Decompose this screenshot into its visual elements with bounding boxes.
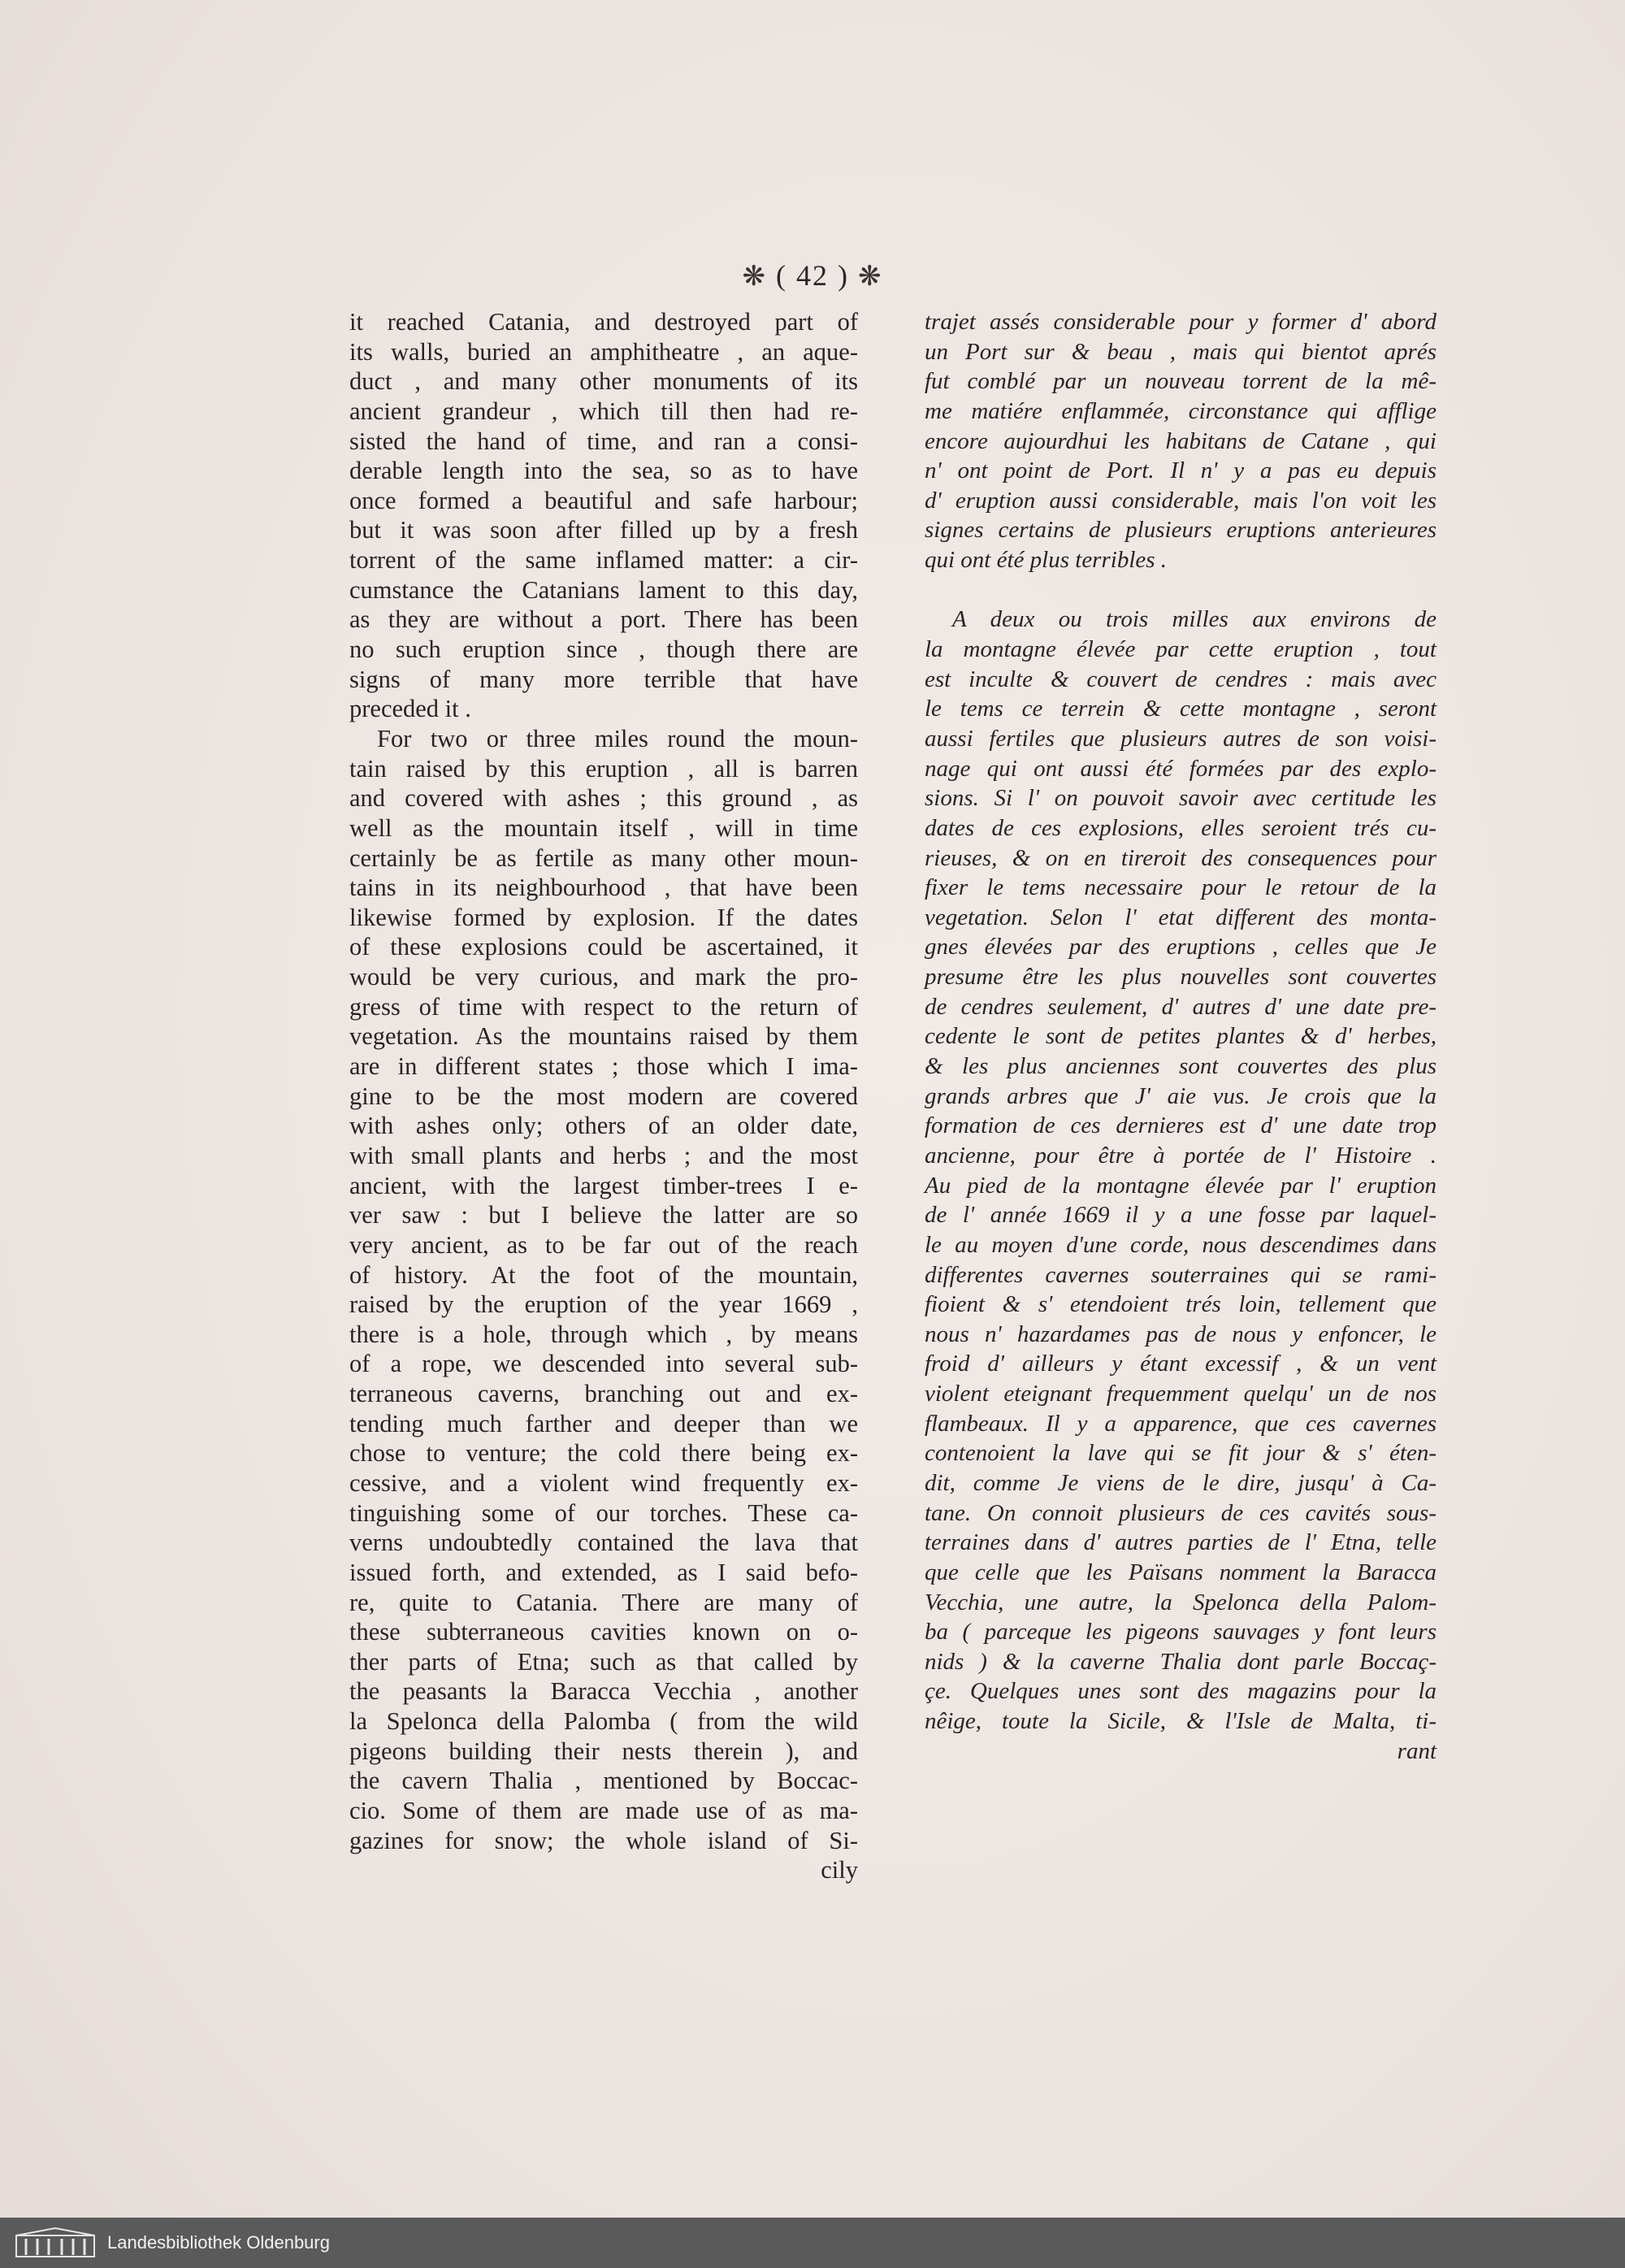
text-line: rant — [1397, 1737, 1436, 1764]
text-line: dates de ces explosions, elles seroient trés cu- — [925, 814, 1436, 841]
text-line: la Spelonca della Palomba ( from the wild — [349, 1707, 858, 1736]
text-line: nêige, toute la Sicile, & l'Isle de Malta, ti- — [925, 1708, 1436, 1735]
text-line: torrent of the same inflamed matter: a cir- — [349, 546, 858, 575]
text-line: la montagne élevée par cette eruption , tout — [925, 636, 1436, 663]
text-line: trajet assés considerable pour y former d' abord — [925, 309, 1436, 335]
text-line: re, quite to Catania. There are many of — [349, 1588, 858, 1616]
text-line: sisted the hand of time, and ran a consi- — [349, 427, 858, 455]
text-line: de cendres seulement, d' autres d' une date pre- — [925, 993, 1436, 1020]
text-line: grands arbres que J' aie vus. Je crois que la — [925, 1082, 1436, 1109]
text-line: once formed a beautiful and safe harbour; — [349, 486, 858, 514]
page-header — [0, 258, 1625, 293]
text-line: ancienne, pour être à portée de l' Histoire . — [925, 1142, 1436, 1169]
text-line: flambeaux. Il y a apparence, que ces cavernes — [925, 1410, 1436, 1437]
text-line: n' ont point de Port. Il n' y a pas eu depuis — [925, 458, 1436, 484]
text-line: For two or three miles round the moun- — [377, 724, 858, 752]
text-line: le au moyen d'une corde, nous descendimes dans — [925, 1231, 1436, 1258]
text-line: gnes élevées par des eruptions , celles que Je — [925, 934, 1436, 961]
text-line: A deux ou trois milles aux environs de — [952, 606, 1436, 633]
text-line: tinguishing some of our torches. These ca- — [349, 1498, 858, 1527]
left-ornament: ❋ — [742, 262, 767, 292]
text-line: but it was soon after filled up by a fresh — [349, 516, 858, 544]
text-line: would be very curious, and mark the pro- — [349, 963, 858, 991]
text-line: issued forth, and extended, as I said befo- — [349, 1558, 858, 1586]
text-line: tane. On connoit plusieurs de ces cavités sous- — [925, 1499, 1436, 1526]
text-line: violent eteignant frequemment quelqu' un de nos — [925, 1381, 1436, 1407]
text-line: and covered with ashes ; this ground , as — [349, 784, 858, 813]
text-line: gress of time with respect to the return of — [349, 992, 858, 1021]
french-column — [925, 307, 1436, 1766]
text-line: froid d' ailleurs y étant excessif , & un vent — [925, 1351, 1436, 1377]
text-line: rieuses, & on en tireroit des consequences pour — [925, 844, 1436, 871]
text-line: ver saw : but I believe the latter are so — [349, 1201, 858, 1229]
text-line: çe. Quelques unes sont des magazins pour la — [925, 1678, 1436, 1705]
text-line: these subterraneous cavities known on o- — [349, 1618, 858, 1646]
text-line: tending much farther and deeper than we — [349, 1409, 858, 1438]
text-line: signes certains de plusieurs eruptions anterieures — [925, 517, 1436, 544]
text-line: very ancient, as to be far out of the reach — [349, 1230, 858, 1259]
paragraph-gap — [925, 575, 1436, 605]
text-line: cily — [821, 1856, 858, 1884]
text-line: nage qui ont aussi été formées par des explo- — [925, 755, 1436, 782]
text-line: contenoient la lave qui se fit jour & s' éten- — [925, 1440, 1436, 1467]
text-line: Vecchia, une autre, la Spelonca della Palom- — [925, 1589, 1436, 1615]
text-line: ancient grandeur , which till then had re- — [349, 397, 858, 425]
text-line: me matiére enflammée, circonstance qui afflige — [925, 397, 1436, 424]
english-column — [349, 307, 858, 1885]
text-line: signs of many more terrible that have — [349, 665, 858, 693]
text-line: cedente le sont de petites plantes & d' herbes, — [925, 1023, 1436, 1050]
text-line: cessive, and a violent wind frequently ex- — [349, 1468, 858, 1497]
text-line: cumstance the Catanians lament to this day, — [349, 575, 858, 604]
text-line: ther parts of Etna; such as that called by — [349, 1647, 858, 1676]
text-line: gazines for snow; the whole island of Si- — [349, 1826, 858, 1854]
text-line: its walls, buried an amphitheatre , an aque- — [349, 337, 858, 366]
text-line: fixer le tems necessaire pour le retour de la — [925, 874, 1436, 901]
text-line: de l' année 1669 il y a une fosse par laquel- — [925, 1202, 1436, 1229]
text-line: well as the mountain itself , will in time — [349, 813, 858, 842]
text-line: nous n' hazardames pas de nous y enfoncer, le — [925, 1320, 1436, 1347]
text-line: of a rope, we descended into several sub- — [349, 1350, 858, 1378]
text-line: d' eruption aussi considerable, mais l'on voit les — [925, 487, 1436, 514]
text-line: encore aujourdhui les habitans de Catane , qui — [925, 427, 1436, 454]
text-line: with ashes only; others of an older date, — [349, 1112, 858, 1140]
text-line: of history. At the foot of the mountain, — [349, 1260, 858, 1289]
right-ornament: ❋ — [857, 262, 883, 292]
text-line: as they are without a port. There has been — [349, 605, 858, 634]
text-line: it reached Catania, and destroyed part of — [349, 308, 858, 336]
text-line: dit, comme Je viens de le dire, jusqu' à Ca- — [925, 1469, 1436, 1496]
text-line: est inculte & couvert de cendres : mais avec — [925, 666, 1436, 692]
text-line: of these explosions could be ascertained, it — [349, 933, 858, 961]
text-line: sions. Si l' on pouvoit savoir avec certitude les — [925, 785, 1436, 812]
text-line: ancient, with the largest timber-trees I e- — [349, 1171, 858, 1199]
text-line: cio. Some of them are made use of as ma- — [349, 1797, 858, 1825]
text-line: le tems ce terrein & cette montagne , seront — [925, 696, 1436, 722]
text-line: duct , and many other monuments of its — [349, 367, 858, 396]
library-name: Landesbibliothek Oldenburg — [107, 2232, 330, 2253]
text-line: ba ( parceque les pigeons sauvages y font leurs — [925, 1619, 1436, 1646]
text-line: vegetation. Selon l' etat different des monta- — [925, 904, 1436, 930]
text-line: pigeons building their nests therein ), and — [349, 1737, 858, 1765]
text-line: terraneous caverns, branching out and ex- — [349, 1380, 858, 1408]
text-line: the cavern Thalia , mentioned by Boccac- — [349, 1767, 858, 1795]
text-line: tains in its neighbourhood , that have been — [349, 874, 858, 902]
text-line: certainly be as fertile as many other moun- — [349, 843, 858, 872]
text-line: verns undoubtedly contained the lava that — [349, 1529, 858, 1557]
text-line: aussi fertiles que plusieurs autres de son voisi- — [925, 725, 1436, 752]
text-line: terraines dans d' autres parties de l' Etna, telle — [925, 1529, 1436, 1556]
text-line: there is a hole, through which , by means — [349, 1320, 858, 1348]
library-footer-bar — [0, 2218, 1625, 2268]
text-line: differentes cavernes souterraines qui se rami- — [925, 1261, 1436, 1288]
page-number: ( 42 ) — [776, 259, 849, 292]
text-line: raised by the eruption of the year 1669 , — [349, 1290, 858, 1319]
text-line: nids ) & la caverne Thalia dont parle Boccaç- — [925, 1648, 1436, 1675]
text-line: derable length into the sea, so as to have — [349, 457, 858, 485]
text-line: fioient & s' etendoient trés loin, tellement que — [925, 1291, 1436, 1318]
text-line: likewise formed by explosion. If the dates — [349, 903, 858, 931]
text-line: tain raised by this eruption , all is barren — [349, 754, 858, 783]
text-line: que celle que les Païsans nomment la Baracca — [925, 1559, 1436, 1585]
text-line: gine to be the most modern are covered — [349, 1082, 858, 1110]
library-building-icon — [15, 2227, 96, 2258]
text-line: fut comblé par un nouveau torrent de la mê- — [925, 368, 1436, 395]
text-line: the peasants la Baracca Vecchia , another — [349, 1677, 858, 1706]
text-line: preceded it . — [349, 695, 471, 723]
text-line: are in different states ; those which I ima- — [349, 1052, 858, 1081]
text-line: Au pied de la montagne élevée par l' eruption — [925, 1172, 1436, 1199]
text-line: with small plants and herbs ; and the most — [349, 1141, 858, 1169]
text-line: chose to venture; the cold there being ex- — [349, 1439, 858, 1468]
text-line: vegetation. As the mountains raised by them — [349, 1022, 858, 1051]
text-line: no such eruption since , though there are — [349, 635, 858, 664]
text-line: un Port sur & beau , mais qui bientot aprés — [925, 338, 1436, 365]
text-line: qui ont été plus terribles . — [925, 547, 1168, 574]
text-line: & les plus anciennes sont couvertes des plus — [925, 1053, 1436, 1080]
text-line: presume être les plus nouvelles sont couvertes — [925, 964, 1436, 991]
text-line: formation de ces dernieres est d' une date trop — [925, 1112, 1436, 1139]
